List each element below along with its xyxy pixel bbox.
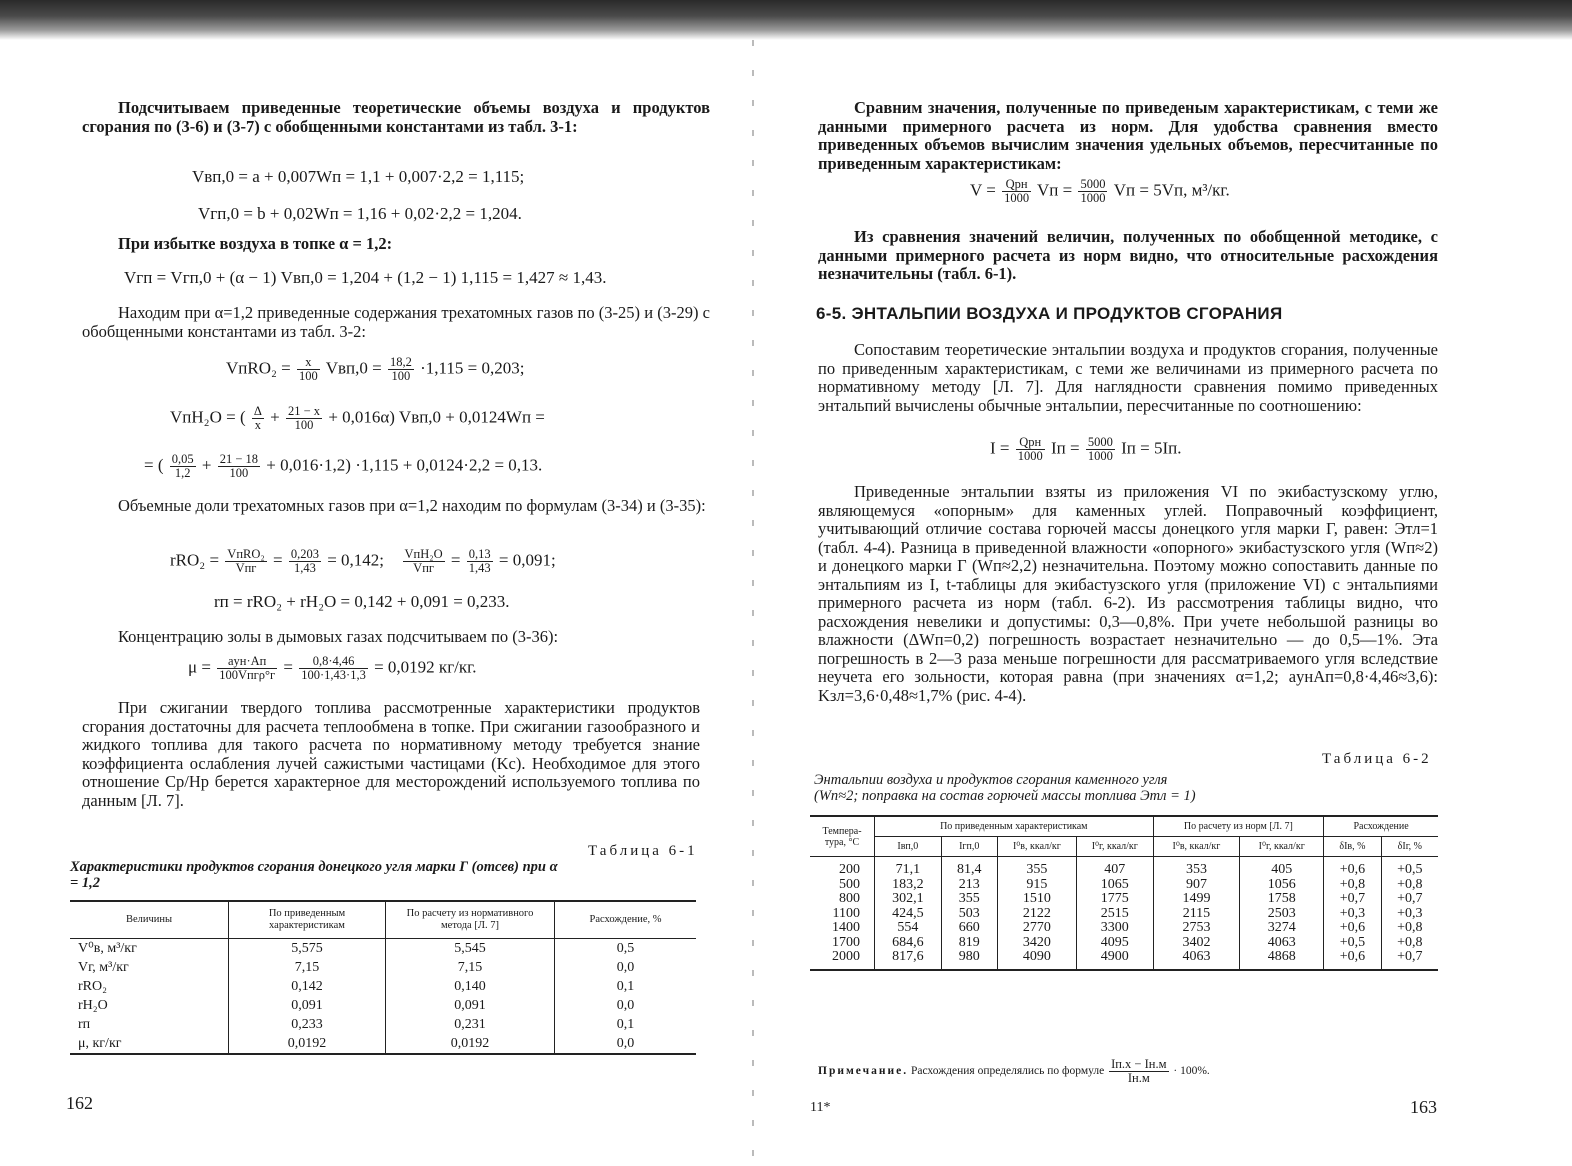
table-cell <box>997 857 1076 970</box>
cell-value: 819 <box>958 934 980 950</box>
cell-value: 1775 <box>1100 891 1129 906</box>
table-cell <box>941 857 997 970</box>
cell-value: 554 <box>897 920 919 935</box>
cell-value: 81,4 <box>956 862 982 877</box>
paragraph: Объемные доли трехатомных газов при α=1,2 находим по формулам (3-34) и (3-35): <box>118 496 706 515</box>
cell-value: 407 <box>1104 862 1126 877</box>
table-caption: Характеристики продуктов сгорания донецкого угля марки Г (отсев) при α = 1,2 <box>70 859 558 891</box>
section-heading: 6-5. ЭНТАЛЬПИИ ВОЗДУХА И ПРОДУКТОВ СГОРАНИЯ <box>816 304 1283 323</box>
cell-value: 2753 <box>1182 920 1211 935</box>
page-number: 163 <box>1410 1097 1437 1117</box>
fraction: $\frac{\text{Qрн}}{1000}$ <box>1004 177 1030 205</box>
formula: μ = $\frac{\text{aун·Aп}}{\text{100Vпгρ°г}}$ = $\frac{0,8\cdot 4,46}{100\cdot 1,43\cdot 1,3}$ = 0,0192 кг/кг. <box>188 654 477 682</box>
column-header: По приведенным характеристикам <box>229 901 386 939</box>
fraction: $\frac{0,13}{1,43}$ <box>468 547 491 575</box>
paragraph: Подсчитываем приведенные теоретические объемы воздуха и продуктов сгорания по (3-6) и (3-7) с обобщенными константами из табл. 3-1: <box>82 98 710 136</box>
table-6-1 <box>70 900 696 1055</box>
table-row: rп 0,233 0,231 0,1 <box>70 1015 696 1034</box>
cell-value: 800 <box>839 891 860 906</box>
column-header: По расчету из норм [Л. 7] <box>1153 816 1324 837</box>
cell-value: 1065 <box>1100 876 1129 892</box>
table-row: μ, кг/кг 0,0192 0,0192 0,0 <box>70 1034 696 1054</box>
cell-value: 4063 <box>1182 949 1211 964</box>
cell-value: 405 <box>1271 862 1293 877</box>
cell-value: 3274 <box>1267 920 1296 935</box>
table-number: Таблица 6-1 <box>588 843 698 859</box>
cell-value: +0,5 <box>1339 934 1366 950</box>
table-cell <box>1381 857 1438 970</box>
fraction: $\frac{\text{aун·Aп}}{\text{100Vпгρ°г}}$ <box>219 654 276 682</box>
cell-value: 1700 <box>832 934 860 950</box>
fraction: $\frac{Iп.х - Iн.м}{Iн.м}$ <box>1111 1057 1167 1085</box>
cell-value: 200 <box>839 862 860 877</box>
cell-value: 2000 <box>832 949 860 964</box>
table-6-2 <box>810 815 1438 971</box>
formula: = ( $\frac{0,05}{1,2}$ + $\frac{21 - 18}{100}$ + 0,016·1,2) ·1,115 + 0,0124·2,2 = 0,13. <box>144 452 543 480</box>
cell-value: 2122 <box>1022 905 1051 921</box>
column-header: δIв, % <box>1324 837 1382 857</box>
formula: V = $\frac{\text{Qрн}}{1000}$ Vп = $\frac{5000}{1000}$ Vп = 5Vп, м³/кг. <box>970 177 1230 205</box>
paragraph: Сопоставим теоретические энтальпии воздуха и продуктов сгорания, полученные по приведенным характеристикам, с теми же величинами из примерного расчета по нормативному методу [Л. 7]. Для наглядности сравнения помимо приведенных энтальпий вычислены обычные энтальпии, пересчитанные по соотношению: <box>818 340 1438 415</box>
fraction: $\frac{5000}{1000}$ <box>1080 177 1106 205</box>
fraction: $\frac{\text{VпH₂O}}{\text{Vпг}}$ <box>404 547 443 575</box>
cell-value: 4090 <box>1022 949 1051 964</box>
cell-value: 3300 <box>1100 920 1129 935</box>
cell-value: 4063 <box>1267 934 1296 950</box>
fraction: $\frac{5000}{1000}$ <box>1087 435 1113 463</box>
cell-value: +0,8 <box>1397 934 1423 950</box>
cell-value: 355 <box>958 891 980 906</box>
right-page <box>790 0 1572 1166</box>
cell-value: +0,5 <box>1397 862 1423 877</box>
cell-value: 660 <box>958 920 980 935</box>
column-header: I⁰г, ккал/кг <box>1077 837 1154 857</box>
fraction: $\frac{18,2}{100}$ <box>389 355 412 383</box>
cell-value: 4095 <box>1100 934 1129 950</box>
cell-value: 302,1 <box>892 891 924 906</box>
cell-value: 1758 <box>1267 891 1296 906</box>
cell-value: 684,6 <box>892 934 924 950</box>
cell-value: +0,8 <box>1397 876 1423 892</box>
cell-value: 915 <box>1026 876 1048 892</box>
cell-value: +0,7 <box>1397 891 1423 906</box>
cell-value: 1499 <box>1182 891 1211 906</box>
table-cell <box>875 857 942 970</box>
cell-value: 353 <box>1185 862 1207 877</box>
cell-value: +0,3 <box>1397 905 1423 921</box>
fraction: $\frac{x}{100}$ <box>299 355 318 383</box>
table-cell <box>1153 857 1240 970</box>
table-row: V⁰в, м³/кг 5,575 5,545 0,5 <box>70 939 696 959</box>
formula: Vгп = Vгп,0 + (α − 1) Vвп,0 = 1,204 + (1,2 − 1) 1,115 = 1,427 ≈ 1,43. <box>124 268 607 287</box>
column-header: Темпера-тура, °C <box>810 816 875 857</box>
formula: I = $\frac{\text{Qрн}}{1000}$ Iп = $\frac{5000}{1000}$ Iп = 5Iп. <box>990 435 1182 463</box>
cell-value: 500 <box>839 876 860 892</box>
page-number: 162 <box>66 1093 93 1113</box>
column-header: Величины <box>70 901 229 939</box>
cell-value: 817,6 <box>892 949 924 964</box>
column-header: По расчету из нормативного метода [Л. 7] <box>386 901 555 939</box>
left-page <box>0 0 760 1166</box>
table-row: Vг, м³/кг 7,15 7,15 0,0 <box>70 958 696 977</box>
table-note: Примечание. Расхождения определялись по формуле $\frac{Iп.х - Iн.м}{Iн.м}$ · 100%. <box>818 1057 1210 1085</box>
cell-value: +0,8 <box>1397 920 1423 935</box>
table-cell <box>810 857 875 970</box>
table-row: rRO₂ 0,142 0,140 0,1 <box>70 977 696 996</box>
cell-value: 4900 <box>1100 949 1129 964</box>
paragraph: Приведенные энтальпии взяты из приложения VI по экибастузскому углю, являющемуся «опорным» для каменных углей. Поправочный коэффициент, учитывающий отличие состава горючей массы донецкого угля марки Г, равен: Этл=1 (табл. 4-4). Разница в приведенной влажности «опорного» экибастузского угля (Wп≈2) и донецкого марки Г (Wп≈2,2) незначительна. Поэтому можно сопоставить данные по энтальпиям из I, t-таблицы для экибастузского угля (приложение VI) с энтальпиями примерного расчета из норм (табл. 6-2). Из рассмотрения таблицы видно, что расхождения невелики и допустимы: 0,3—0,8%. При учете небольшой разницы во влажности (ΔWп=0,2) погрешность возрастает незначительно — до 0,5—1%. Эта погрешность в 2—3 раза меньше погрешности для рассматриваемого угля вследствие неучета его зольности, которая равна (при значениях α=1,2; aунAп=0,8·4,46≈3,6): Kзл=3,6·0,48≈1,7% (рис. 4-4). <box>818 482 1438 705</box>
cell-value: 3402 <box>1182 934 1211 950</box>
cell-value: 2503 <box>1267 905 1296 921</box>
column-header: Расхождение <box>1324 816 1438 837</box>
cell-value: 1510 <box>1022 891 1051 906</box>
column-header: δIг, % <box>1381 837 1438 857</box>
paragraph: Сравним значения, полученные по приведеным характеристикам, с теми же данными примерного расчета из норм. Для удобства сравнения вместо приведенных объемов вычислим значения удельных объемов, пересчитанные по приведенным характеристикам: <box>818 98 1438 173</box>
cell-value: 2515 <box>1100 905 1129 921</box>
fraction: $\frac{\text{VпRO₂}}{\text{Vпг}}$ <box>227 547 265 575</box>
cell-value: 213 <box>958 876 980 892</box>
fraction: $\frac{0,8\cdot 4,46}{100\cdot 1,43\cdot 1,3}$ <box>301 654 366 682</box>
fraction: $\frac{0,203}{1,43}$ <box>290 547 319 575</box>
column-header: I⁰в, ккал/кг <box>997 837 1076 857</box>
cell-value: +0,6 <box>1339 920 1366 935</box>
cell-value: 503 <box>958 905 980 921</box>
formula: rп = rRO₂ + rH₂O = 0,142 + 0,091 = 0,233. <box>214 592 510 611</box>
cell-value: 3420 <box>1022 934 1051 950</box>
column-header: Расхождение, % <box>555 901 697 939</box>
cell-value: 4868 <box>1267 949 1296 964</box>
formula: rRO₂ = $\frac{\text{VпRO₂}}{\text{Vпг}}$ = $\frac{0,203}{1,43}$ = 0,142; $\frac{\text{VпH₂O}}{\text{Vпг}}$ = $\frac{0,13}{1,43}$ = 0,091; <box>170 547 556 575</box>
cell-value: 1100 <box>832 905 860 921</box>
fraction: $\frac{\text{Qрн}}{1000}$ <box>1017 435 1043 463</box>
column-header: I⁰г, ккал/кг <box>1240 837 1324 857</box>
fraction: $\frac{\Delta}{x}$ <box>253 404 262 432</box>
formula: VпH₂O = ( $\frac{\Delta}{x}$ + $\frac{21 - x}{100}$ + 0,016α) Vвп,0 + 0,0124Wп = <box>170 404 545 432</box>
formula: VпRO₂ = $\frac{x}{100}$ Vвп,0 = $\frac{18,2}{100}$ ·1,115 = 0,203; <box>226 355 525 383</box>
cell-value: +0,8 <box>1339 876 1366 892</box>
table-caption: Энтальпии воздуха и продуктов сгорания каменного угля (Wп≈2; поправка на состав горючей массы топлива Этл = 1) <box>814 772 1196 804</box>
paragraph: При избытке воздуха в топке α = 1,2: <box>118 234 393 253</box>
fraction: $\frac{0,05}{1,2}$ <box>171 452 194 480</box>
cell-value: +0,6 <box>1339 949 1366 964</box>
paragraph: Концентрацию золы в дымовых газах подсчитываем по (3-36): <box>118 627 559 646</box>
column-header: I⁰в, ккал/кг <box>1153 837 1240 857</box>
cell-value: 183,2 <box>892 876 924 892</box>
cell-value: +0,3 <box>1339 905 1366 921</box>
table-cell <box>1324 857 1382 970</box>
fraction: $\frac{21 - 18}{100}$ <box>219 452 259 480</box>
formula: Vвп,0 = a + 0,007Wп = 1,1 + 0,007·2,2 = 1,115; <box>192 167 525 186</box>
column-header: По приведенным характеристикам <box>875 816 1154 837</box>
cell-value: 424,5 <box>892 905 924 921</box>
cell-value: 1400 <box>832 920 860 935</box>
table-cell <box>1077 857 1154 970</box>
paragraph: Находим при α=1,2 приведенные содержания трехатомных газов по (3-25) и (3-29) с обобщенными константами из табл. 3-2: <box>82 303 710 341</box>
cell-value: 2770 <box>1022 920 1051 935</box>
paragraph: При сжигании твердого топлива рассмотренные характеристики продуктов сгорания достаточны для расчета теплообмена в топке. При сжигании газообразного и жидкого топлива для такого расчета по нормативному методу требуется знание коэффициента ослабления лучей сажистыми частицами (Kс). Необходимое для этого отношение Cр/Hр берется характерное для месторождений используемого топлива по данным [Л. 7]. <box>82 698 700 810</box>
fraction: $\frac{21 - x}{100}$ <box>288 404 321 432</box>
column-header: Iвп,0 <box>875 837 942 857</box>
paragraph: Из сравнения значений величин, полученных по обобщенной методике, с данными примерного расчета из норм видно, что относительные расхождения незначительны (табл. 6-1). <box>818 227 1438 283</box>
cell-value: 980 <box>958 949 980 964</box>
table-row <box>810 857 1438 970</box>
formula: Vгп,0 = b + 0,02Wп = 1,16 + 0,02·2,2 = 1,204. <box>198 204 522 223</box>
cell-value: +0,7 <box>1397 949 1423 964</box>
cell-value: 1056 <box>1267 876 1296 892</box>
table-number: Таблица 6-2 <box>1322 751 1432 767</box>
table-cell <box>1240 857 1324 970</box>
cell-value: 71,1 <box>895 862 921 877</box>
cell-value: +0,7 <box>1339 891 1366 906</box>
column-header: Iгп,0 <box>941 837 997 857</box>
cell-value: 907 <box>1185 876 1207 892</box>
signature-mark: 11* <box>810 1100 831 1115</box>
cell-value: +0,6 <box>1339 862 1366 877</box>
cell-value: 2115 <box>1182 905 1211 921</box>
cell-value: 355 <box>1026 862 1048 877</box>
table-row: rH₂O 0,091 0,091 0,0 <box>70 996 696 1015</box>
